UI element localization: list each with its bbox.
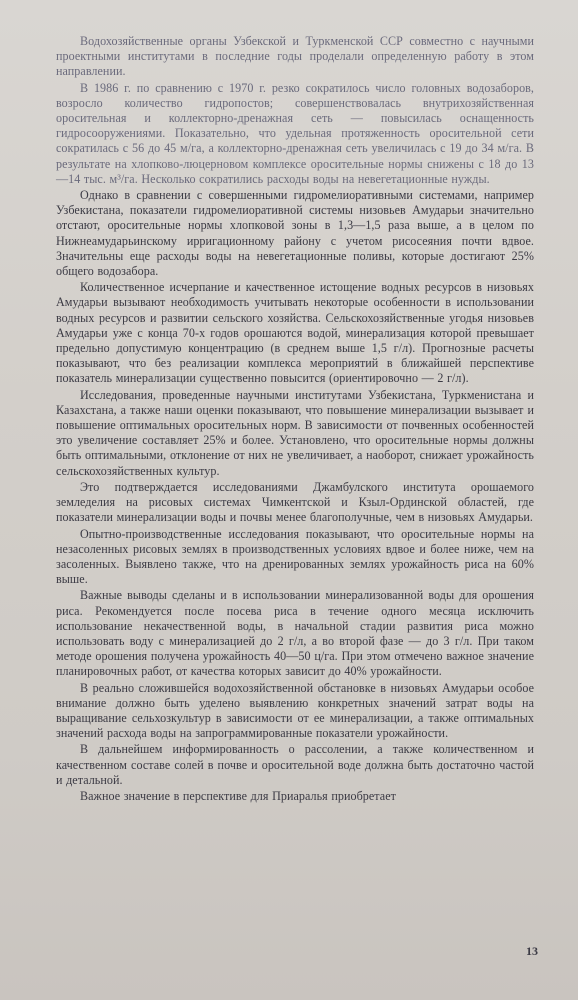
paragraph-7: Опытно-производственные исследования показывают, что оросительные нормы на незасоленных рисовых землях в производственных условиях вдвое и более ниже, чем на засоленных. Выявлено также, что на дренированных землях урожайность риса на 60% выше. — [56, 526, 534, 587]
paragraph-8: Важные выводы сделаны и в использовании минерализованной воды для орошения риса. Рекомендуется после посева риса в течение одного месяца исключить использование некачественной воды, в начальной стадии развития риса можно использовать воду с минерализацией до 2 г/л, а во второй фазе — до 3 г/л. При таком методе орошения получена урожайность 40—50 ц/га. При этом отмечено важное значение планировочных работ, от качества которых зависит до 40% урожайности. — [56, 588, 534, 679]
paragraph-4: Количественное исчерпание и качественное истощение водных ресурсов в низовьях Амударьи вызывают необходимость учитывать некоторые особенности в использовании водных ресурсов и развитии сельского хозяйства. Сельскохозяйственные угодья низовьев Амударьи уже с конца 70-х годов орошаются водой, минерализация которой превышает предельно допустимую концентрацию (в среднем выше 1,5 г/л). Прогнозные расчеты показывают, что без реализации комплекса мероприятий в ближайшей перспективе показатель минерализации существенно повысится (ориентировочно — 2 г/л). — [56, 280, 534, 386]
page-number: 13 — [526, 944, 538, 958]
paragraph-9: В реально сложившейся водохозяйственной обстановке в низовьях Амударьи особое внимание должно быть уделено выявлению конкретных значений затрат воды на выращивание сельхозкультур в зависимости от ее минерализации, а также оптимальных значений расхода воды на запрограммированные показатели урожайности. — [56, 680, 534, 741]
paragraph-10: В дальнейшем информированность о рассолении, а также количественном и качественном составе солей в почве и оросительной воде должна быть достаточно частой и детальной. — [56, 742, 534, 787]
paragraph-11: Важное значение в перспективе для Приаралья приобретает — [80, 788, 396, 803]
paragraph-6: Это подтверждается исследованиями Джамбулского института орошаемого земледелия на рисовых системах Чимкентской и Кзыл-Ординской областей, где показатели минерализации воды и почвы менее благополучные, чем в низовьях Амударьи. — [56, 479, 534, 525]
paragraph-5: Исследования, проведенные научными институтами Узбекистана, Туркменистана и Казахстана, а также наши оценки показывают, что повышение минерализации вызывает и повышение оптимальных оросительных норм. В зависимости от почвенных особенностей это увеличение составляет 25% и более. Установлено, что оросительные нормы должны быть оптимальными, отклонение от них не увеличивает, а наоборот, снижает урожайность сельскохозяйственных культур. — [56, 387, 534, 478]
paragraph-1: Водохозяйственные органы Узбекской и Туркменской ССР совместно с научными проектными институтами в последние годы проделали определенную работу в этом направлении. — [56, 34, 534, 79]
paragraph-3: Однако в сравнении с совершенными гидромелиоративными системами, например Узбекистана, показатели гидромелиоративной системы низовьев Амударьи значительно отстают, оросительные нормы хлопковой зоны в 1,3—1,5 раза выше, а в целом по Нижнеамударьинскому ирригационному району с учетом рисосеяния почти вдвое. Значительны еще расходы воды на невегетационные поливы, которые достигают 25% общего водозабора. — [56, 188, 534, 279]
paragraph-2: В 1986 г. по сравнению с 1970 г. резко сократилось число головных водозаборов, возросло количество гидропостов; совершенствовалась внутрихозяйственная оросительная и коллекторно-дренажная сеть — повысилась оснащенность гидросооружениями. Показательно, что удельная протяженность оросительной сети сократилась с 56 до 45 м/га, а коллекторно-дренажная сеть увеличилась с 19 до 34 м/га. В результате на хлопково-люцерновом комплексе оросительные нормы снижены с 18 до 13—14 тыс. м³/га. Несколько сократились расходы воды на невегетационные нужды. — [56, 80, 534, 186]
